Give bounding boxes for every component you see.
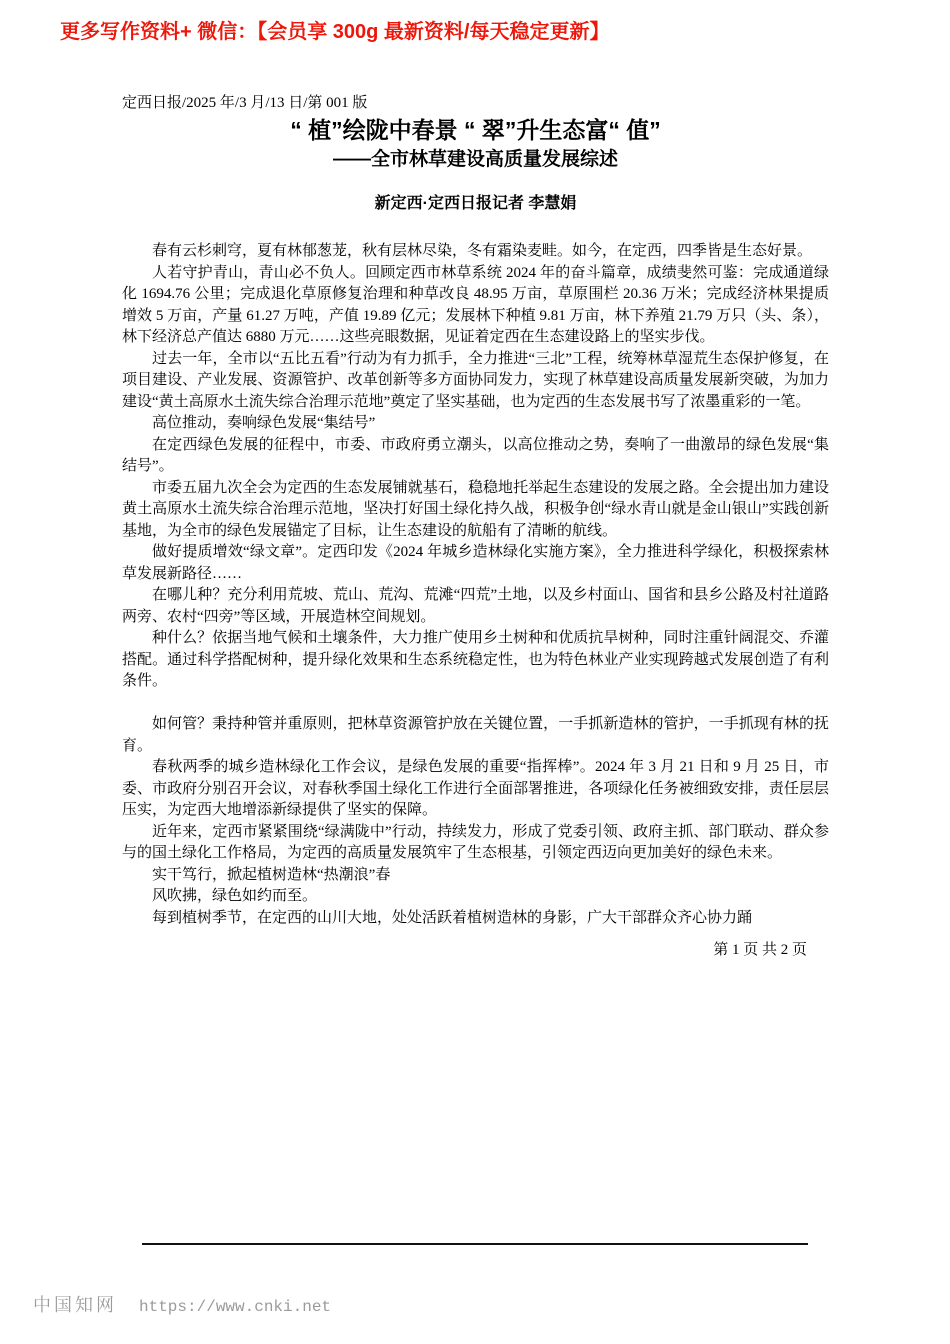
article-paragraph: 近年来，定西市紧紧围绕“绿满陇中”行动，持续发力，形成了党委引领、政府主抓、部门联动、群众参与的国土绿化工作格局，为定西的高质量发展筑牢了生态根基，引领定西迈向更加美好的绿色未来。 [122, 823, 829, 861]
article-paragraph: 做好提质增效“绿文章”。定西印发《2024 年城乡造林绿化实施方案》，全力推进科学绿化，积极探索林草发展新路径…… [122, 544, 829, 582]
article-source-line: 定西日报/2025 年/3 月/13 日/第 001 版 [122, 95, 368, 111]
cnki-site-name: 中国知网 [33, 1295, 117, 1315]
article-paragraph: 春有云杉刺穹，夏有林郁葱茏，秋有层林尽染，冬有霜染麦畦。如今，在定西，四季皆是生态好景。 [152, 243, 813, 259]
promo-banner-text: 更多写作资料+ 微信：【会员享 300g 最新资料/每天稳定更新】 [60, 21, 610, 43]
article-paragraph: 风吹拂，绿色如约而至。 [152, 888, 318, 904]
article-paragraph: 市委五届九次全会为定西的生态发展铺就基石，稳稳地托举起生态建设的发展之路。全会提出加力建设黄土高原水土流失综合治理示范地，坚决打好国土绿化持久战，积极争创“绿水青山就是金山银山”实践创新基地，为全市的绿色发展锚定了目标，让生态建设的航船有了清晰的航线。 [122, 479, 829, 539]
article-paragraph: 实干笃行，掀起植树造林“热潮浪”春 [152, 866, 391, 883]
page-number: 第 1 页 共 2 页 [713, 942, 807, 958]
article-title: “ 植”绘陇中春景 “ 翠”升生态富“ 值” [290, 117, 661, 143]
article-paragraph: 如何管？秉持种管并重原则，把林草资源管护放在关键位置，一手抓新造林的管护，一手抓现有林的抚育。 [122, 716, 829, 754]
article-content [122, 93, 829, 961]
article-body [122, 241, 829, 929]
article-paragraph: 春秋两季的城乡造林绿化工作会议，是绿色发展的重要“指挥棒”。2024 年 3 月 21 日和 9 月 25 日，市委、市政府分别召开会议，对春秋季国土绿化工作进行全面部署推进，各项绿化任务被细致安排，责任层层压实，为定西大地增添新绿提供了坚实的保障。 [122, 759, 829, 818]
article-byline: 新定西·定西日报记者 李慧娟 [374, 195, 577, 212]
article-paragraph: 过去一年，全市以“五比五看”行动为有力抓手，全力推进“三北”工程，统筹林草湿荒生态保护修复，在项目建设、产业发展、资源管护、改革创新等多方面协同发力，实现了林草建设高质量发展新突破，为加力建设“黄土高原水土流失综合治理示范地”奠定了坚实基础，也为定西的生态发展书写了浓墨重彩的一笔。 [122, 350, 829, 410]
article-paragraph: 在定西绿色发展的征程中，市委、市政府勇立潮头，以高位推动之势，奏响了一曲激昂的绿色发展“集结号”。 [122, 436, 829, 474]
article-paragraph: 每到植树季节，在定西的山川大地，处处活跃着植树造林的身影，广大干部群众齐心协力踊 [152, 909, 753, 926]
cnki-watermark [33, 1291, 331, 1317]
article-paragraph: 高位推动，奏响绿色发展“集结号” [152, 415, 376, 431]
cnki-url: https://www.cnki.net [139, 1298, 332, 1316]
article-paragraph: 种什么？依据当地气候和土壤条件，大力推广使用乡土树种和优质抗旱树种，同时注重针阔混交、乔灌搭配。通过科学搭配树种，提升绿化效果和生态系统稳定性，也为特色林业产业实现跨越式发展创造了有利条件。 [122, 630, 829, 689]
article-subtitle: ——全市林草建设高质量发展综述 [332, 149, 618, 170]
article-paragraph: 在哪儿种？充分利用荒坡、荒山、荒沟、荒滩“四荒”土地，以及乡村面山、国省和县乡公路及村社道路两旁、农村“四旁”等区域，开展造林空间规划。 [122, 587, 829, 625]
footer-divider [142, 1243, 808, 1245]
article-paragraph: 人若守护青山，青山必不负人。回顾定西市林草系统 2024 年的奋斗篇章，成绩斐然可鉴：完成通道绿化 1694.76 公里；完成退化草原修复治理和种草改良 48.95 万亩，草原围栏 20.36 万米；完成经济林果提质增效 5 万亩，产量 61.27 万吨，产值 19.89 亿元；发展林下种植 9.81 万亩，林下养殖 21.79 万只（头、条），林下经济总产值达 6880 万元……这些亮眼数据，见证着定西在生态建设路上的坚实步伐。 [122, 264, 829, 345]
